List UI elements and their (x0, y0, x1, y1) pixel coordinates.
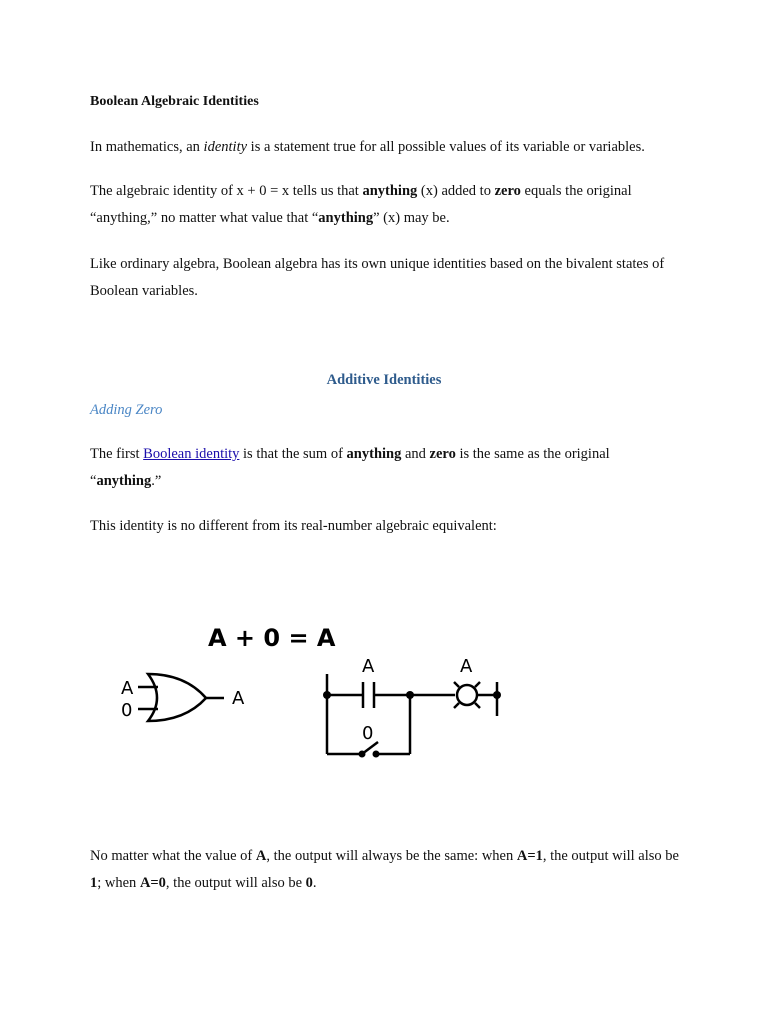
lamp-ray (475, 682, 480, 687)
junction-dot (493, 691, 501, 699)
bold-anything: anything (346, 446, 402, 462)
text-run: and (401, 446, 430, 462)
switch-contact-dot (373, 751, 380, 758)
lamp-ray (475, 703, 480, 708)
text-run: is a statement true for all possible values of its variable or variables. (247, 139, 645, 155)
switch-0-label: 0 (362, 723, 374, 744)
switch-contact-dot (359, 751, 366, 758)
boolean-identity-link[interactable]: Boolean identity (143, 446, 240, 462)
lamp-label: A (460, 656, 473, 677)
bold-0: 0 (305, 875, 313, 891)
text-run: The first (90, 446, 144, 462)
paragraph-output-explanation (90, 843, 680, 897)
or-gate-input-b-label: 0 (121, 700, 133, 721)
document-title: Boolean Algebraic Identities (90, 94, 259, 109)
bold-1: 1 (90, 875, 98, 891)
lamp-icon (457, 685, 477, 705)
lamp-ray (454, 682, 459, 687)
text-run: is that the sum of (239, 446, 347, 462)
or-gate-output-label: A (232, 688, 245, 709)
ladder-circuit (327, 674, 497, 754)
bold-zero: zero (429, 446, 456, 462)
or-gate (138, 674, 224, 721)
text-run: is the same as the original “ (90, 446, 610, 489)
text-run: , the output will also be (542, 848, 679, 864)
text-run: . (312, 875, 317, 891)
bold-a: A (255, 848, 267, 864)
paragraph-algebraic-identity (90, 178, 680, 232)
text-run: , the output will always be the same: when (266, 848, 517, 864)
or-gate-input-a-label: A (121, 678, 134, 699)
section-heading: Additive Identities (326, 372, 442, 388)
contact-a-label: A (362, 656, 375, 677)
text-run: ” (x) may be. (373, 210, 450, 226)
junction-dot (323, 691, 331, 699)
bold-anything: anything (96, 473, 152, 489)
text-run: , the output will also be (165, 875, 306, 891)
text-run: .” (151, 473, 162, 489)
bold-zero: zero (494, 183, 521, 199)
text-run: ; when (97, 875, 140, 891)
bold-anything: anything (318, 210, 374, 226)
text-run: (x) added to (417, 183, 495, 199)
identity-diagram (100, 612, 520, 772)
lamp-ray (454, 703, 459, 708)
subheading: Adding Zero (90, 402, 163, 418)
bold-a-equals-1: A=1 (516, 848, 543, 864)
text-run: equals the original “anything,” no matter what value that “ (90, 183, 632, 226)
bold-anything: anything (362, 183, 418, 199)
paragraph-identity-definition (90, 134, 680, 161)
equation-label: A + 0 = A (208, 624, 336, 652)
paragraph-boolean-intro: Like ordinary algebra, Boolean algebra has its own unique identities based on the bivalent states of Boolean variables. (90, 256, 665, 299)
text-run: The algebraic identity of x + 0 = x tells us that (90, 183, 363, 199)
bold-a-equals-0: A=0 (139, 875, 166, 891)
text-run: No matter what the value of (90, 848, 256, 864)
or-gate-symbol (148, 674, 206, 721)
paragraph-real-number-equivalent: This identity is no different from its real-number algebraic equivalent: (90, 518, 497, 534)
text-run: In mathematics, an (90, 139, 204, 155)
italic-identity: identity (203, 139, 248, 155)
junction-dot (406, 691, 414, 699)
paragraph-first-identity (90, 441, 680, 495)
